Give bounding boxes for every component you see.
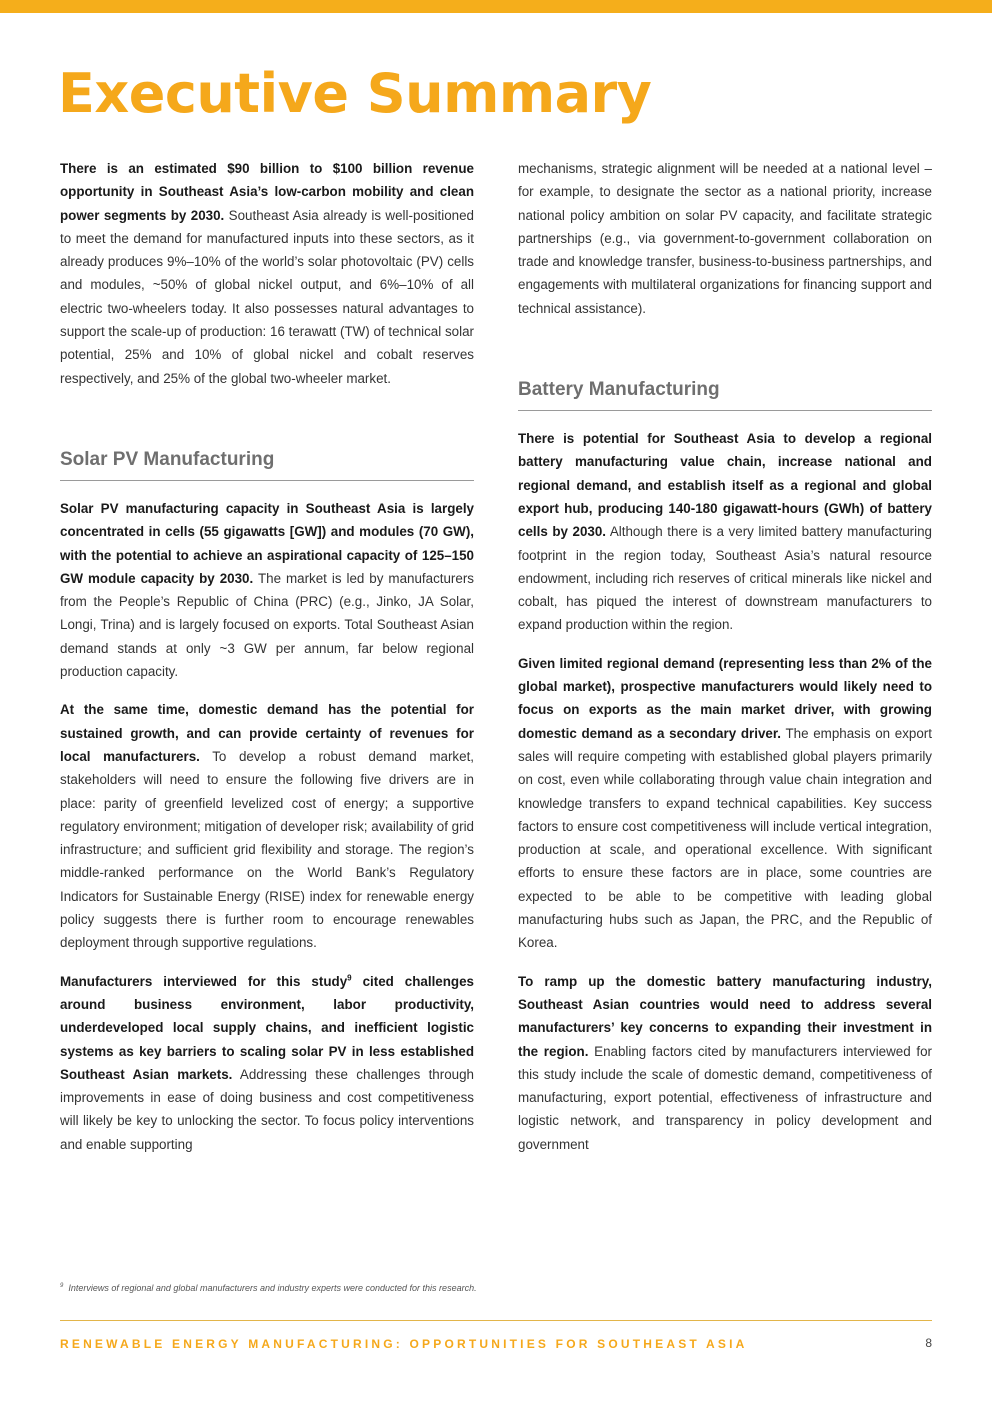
intro-paragraph [60,157,474,390]
solar-paragraph-2 [60,698,474,954]
footer-divider [60,1320,932,1321]
footnote [60,1283,477,1293]
battery-p2-text: The emphasis on export sales will require competing with established global players primarily on cost, even while collaborating through value chain integration and knowledge transfers to expand technical capabilities. Key success factors to ensure cost competitiveness will include vertical integration, production at scale, and operational excellence. With significant efforts to ensure these factors are in place, some countries are expected to be able to be competitive with leading global manufacturing hubs such as Japan, the PRC, and the Republic of Korea. [518,725,932,951]
solar-paragraph-3 [60,970,474,1156]
solar-p1-text: The market is led by manufacturers from the People’s Republic of China (PRC) (e.g., Jinko, JA Solar, Longi, Trina) and is largely focused on exports. Total Southeast Asian demand stands at only ~3 GW per annum, far below regional production capacity. [60,570,474,680]
solar-p3-bold-a: Manufacturers interviewed for this study [60,973,348,989]
battery-paragraph-1 [518,427,932,637]
top-accent-bar [0,0,992,13]
footer-title: RENEWABLE ENERGY MANUFACTURING: OPPORTUNITIES FOR SOUTHEAST ASIA [60,1337,748,1351]
solar-p2-bold: At the same time, domestic demand has the potential for sustained growth, and can provide certainty of revenues for local manufacturers. [60,702,474,764]
footnote-number: 9 [60,1283,64,1289]
solar-paragraph-1 [60,497,474,683]
right-column [518,157,932,1171]
page-title: Executive Summary [58,62,652,125]
intro-text: Southeast Asia already is well-positioned to meet the demand for manufactured inputs into these sectors, as it already produces 9%–10% of the world’s solar photovoltaic (PV) cells and modules, ~50% of global nickel output, and 6%–10% of all electric two-wheelers today. It also possesses natural advantages to support the scale-up of production: 16 terawatt (TW) of technical solar potential, 25% and 10% of global nickel and cobalt reserves respectively, and 25% of the global two-wheeler market. [60,207,474,386]
intro-bold: There is an estimated $90 billion to $100 billion revenue opportunity in Southeast Asia’s low-carbon mobility and clean power segments by 2030. [60,161,474,223]
battery-paragraph-2 [518,652,932,955]
footnote-ref[interactable]: 9 [347,973,352,983]
continued-paragraph: mechanisms, strategic alignment will be needed at a national level – for example, to designate the sector as a national priority, increase national policy ambition on solar PV capacity, and facilitate strategic partnerships (e.g., via government-to-government collaboration on trade and knowledge transfer, business-to-business partnerships, and engagements with multilateral organizations for financing support and technical assistance). [518,161,932,316]
battery-p1-text: Although there is a very limited battery manufacturing footprint in the region today, Southeast Asia’s natural resource endowment, including rich reserves of critical minerals like nickel and cobalt, has piqued the interest of downstream manufacturers to expand production within the region. [518,524,933,633]
battery-section-heading: Battery Manufacturing [518,379,932,411]
solar-p2-text: To develop a robust demand market, stakeholders will need to ensure the following five drivers are in place: parity of greenfield levelized cost of energy; a supportive regulatory environment; mitigation of developer risk; availability of grid infrastructure; and sufficient grid flexibility and storage. The region’s middle-ranked performance on the World Bank’s Regulatory Indicators for Sustainable Energy (RISE) index for renewable energy policy suggests there is further room to encourage renewables deployment through supportive regulations. [60,748,475,951]
left-column [60,157,474,1171]
battery-p3-text: Enabling factors cited by manufacturers interviewed for this study include the scale of domestic demand, competitiveness of manufacturing, export potential, effectiveness of infrastructure and logistic network, and transparency in policy development and government [518,1043,933,1152]
solar-p3-text: Addressing these challenges through improvements in ease of doing business and cost competitiveness will likely be key to unlocking the sector. To focus policy interventions and enable supporting [60,1066,474,1152]
page-number: 8 [925,1336,932,1350]
solar-section-heading: Solar PV Manufacturing [60,449,474,481]
battery-p1-bold: There is potential for Southeast Asia to develop a regional battery manufacturing value chain, increase national and regional demand, and establish itself as a regional and global export hub, producing 140-180 gigawatt-hours (GWh) of battery cells by 2030. [518,431,932,540]
battery-p2-bold: Given limited regional demand (representing less than 2% of the global market), prospective manufacturers would likely need to focus on exports as the main market driver, with growing domestic demand as a secondary driver. [518,655,932,741]
battery-p3-bold: To ramp up the domestic battery manufacturing industry, Southeast Asian countries would need to address several manufacturers’ key concerns to expanding their investment in the region. [518,973,932,1059]
battery-paragraph-3 [518,970,932,1156]
solar-p3-bold-b: cited challenges around business environment, labor productivity, underdeveloped local supply chains, and inefficient logistic systems as key barriers to scaling solar PV in less established Southeast Asian markets. [60,973,474,1082]
footnote-text: Interviews of regional and global manufacturers and industry experts were conducted for this research. [68,1283,477,1293]
solar-p1-bold: Solar PV manufacturing capacity in Southeast Asia is largely concentrated in cells (55 gigawatts [GW]) and modules (70 GW), with the potential to achieve an aspirational capacity of 125–150 GW module capacity by 2030. [60,500,474,586]
